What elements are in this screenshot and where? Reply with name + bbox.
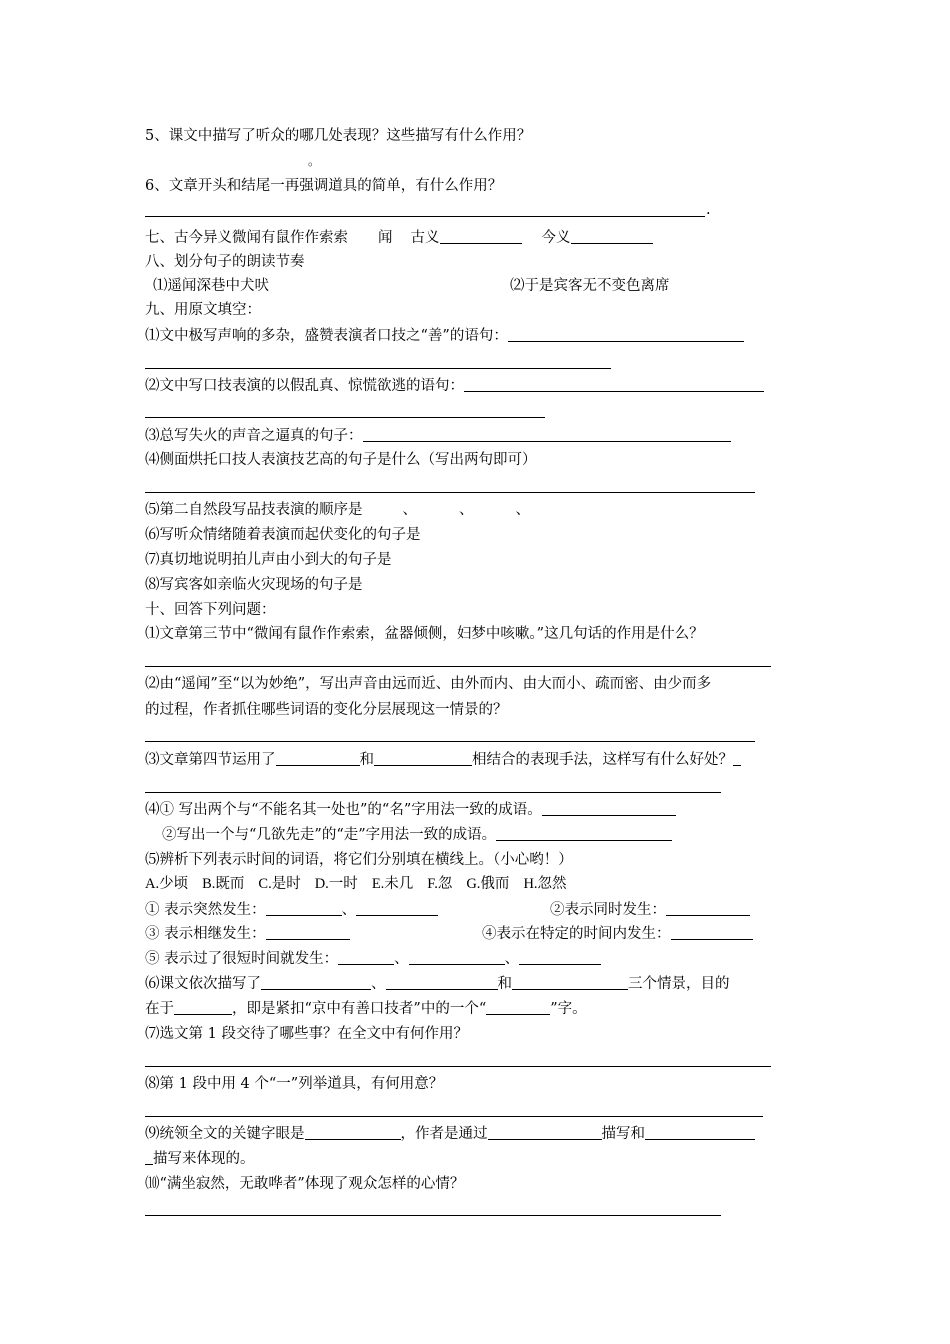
section-10-item-4-b	[162, 825, 672, 845]
answer-blank[interactable]	[666, 901, 750, 916]
section-10-item-9	[145, 1124, 755, 1144]
section-9-heading: 九、用原文填空：	[145, 302, 261, 318]
answer-blank[interactable]	[266, 925, 350, 940]
section-9-item-3-text: ⑶总写失火的声音之逼真的句子：	[145, 428, 363, 444]
time-word-option: B.既而	[202, 876, 245, 892]
answer-line	[145, 666, 771, 667]
section-9-item-5	[145, 500, 530, 520]
sep: 、	[402, 502, 417, 518]
q5-mark: 。	[308, 154, 321, 168]
time-word-option: F.忽	[427, 876, 453, 892]
section-10-item-2-line-2: 的过程，作者抓住哪些词语的变化分层展现这一情景的？	[145, 702, 508, 718]
option-short-time-label: ⑤ 表示过了很短时间就发生：	[145, 951, 339, 967]
section-10-item-6-end: ”字。	[550, 1001, 587, 1017]
new-meaning-label: 今义	[541, 230, 571, 246]
section-8-heading: 八、划分句子的朗读节奏	[145, 254, 305, 270]
section-9-item-7: ⑺真切地说明拍儿声由小到大的句子是	[145, 552, 392, 568]
and-text: 和	[497, 976, 512, 992]
section-9-item-3	[145, 426, 731, 446]
sep: 、	[515, 502, 530, 518]
and-text: 和	[359, 752, 374, 768]
new-meaning-blank[interactable]	[571, 229, 653, 244]
sep: 、	[394, 951, 409, 967]
answer-blank[interactable]	[356, 901, 438, 916]
section-10-item-6-purpose: 三个情景，目的	[628, 976, 730, 992]
answer-line	[145, 792, 721, 793]
option-specific-time	[482, 924, 753, 944]
option-sudden	[145, 900, 438, 920]
description-blank-2-cont[interactable]	[145, 1150, 153, 1165]
question-6: 6、文章开头和结尾一再强调道具的简单，有什么作用？	[145, 178, 503, 194]
section-10-heading: 十、回答下列问题：	[145, 602, 276, 618]
answer-line	[145, 1066, 771, 1067]
section-7-heading: 七、古今异义微闻有鼠作作索索	[145, 230, 348, 246]
section-10-item-5: ⑸辨析下列表示时间的词语，将它们分别填在横线上。（小心哟！）	[145, 852, 573, 868]
time-word-option: C.是时	[258, 876, 301, 892]
section-9-item-1-text: ⑴文中极写声响的多杂，盛赞表演者口技之“善”的语句：	[145, 328, 508, 344]
time-word-option: A.少顷	[145, 876, 189, 892]
section-10-item-9-via: ，作者是通过	[400, 1126, 488, 1142]
q6-end: .	[706, 202, 711, 218]
answer-line	[145, 492, 755, 493]
technique-blank-2[interactable]	[374, 751, 472, 766]
keyword-blank[interactable]	[305, 1125, 401, 1140]
section-10-item-3-text: ⑶文章第四节运用了	[145, 752, 276, 768]
option-successive-label: ③ 表示相继发生：	[145, 926, 266, 942]
section-9-item-8: ⑻写宾客如亲临火灾现场的句子是	[145, 577, 363, 593]
time-word-option: G.俄而	[466, 876, 510, 892]
answer-line	[145, 216, 705, 217]
old-meaning-label: 古义	[410, 230, 440, 246]
answer-blank[interactable]	[508, 327, 744, 342]
option-specific-time-label: ④表示在特定的时间内发生：	[482, 926, 671, 942]
section-10-item-9-end: 描写来体现的。	[153, 1151, 255, 1167]
answer-line	[145, 417, 545, 418]
answer-blank[interactable]	[542, 801, 676, 816]
answer-line	[145, 741, 755, 742]
time-word-option: E.未几	[371, 876, 414, 892]
technique-blank-1[interactable]	[276, 751, 360, 766]
answer-line	[145, 368, 611, 369]
section-10-item-7: ⑺选文第 1 段交待了哪些事？在全文中有何作用？	[145, 1026, 468, 1042]
section-10-item-4-b-text: ②写出一个与“几欲先走”的“走”字用法一致的成语。	[162, 827, 497, 843]
answer-line	[145, 1215, 721, 1216]
section-10-item-6-text: ⑹课文依次描写了	[145, 976, 261, 992]
description-blank-1[interactable]	[488, 1125, 602, 1140]
section-10-item-6-line-1	[145, 974, 730, 994]
section-10-item-4-a-text: ⑷① 写出两个与“不能名其一处也”的“名”字用法一致的成语。	[145, 802, 542, 818]
answer-blank[interactable]	[519, 950, 601, 965]
option-successive	[145, 924, 350, 944]
section-10-item-9-text: ⑼统领全文的关键字眼是	[145, 1126, 305, 1142]
sep: 、	[371, 976, 386, 992]
section-10-item-8: ⑻第 1 段中用 4 个“一”列举道具，有何用意？	[145, 1076, 444, 1092]
section-10-item-6-line-2	[145, 999, 587, 1019]
section-8-item-2: ⑵于是宾客无不变色离席	[510, 278, 670, 294]
section-9-item-4: ⑷侧面烘托口技人表演技艺高的句子是什么（写出两句即可）	[145, 452, 537, 468]
section-9-item-2	[145, 376, 764, 396]
section-8-item-1: ⑴遥闻深巷中犬吠	[153, 278, 269, 294]
purpose-blank[interactable]	[174, 1000, 232, 1015]
section-9-item-5-text: ⑸第二自然段写品技表演的顺序是	[145, 502, 363, 518]
section-10-item-6-key: ，即是紧扣“京中有善口技者”中的一个“	[232, 1001, 487, 1017]
answer-blank[interactable]	[338, 950, 394, 965]
answer-blank[interactable]	[409, 950, 505, 965]
sep: 、	[341, 902, 357, 918]
section-10-item-4-a	[145, 800, 676, 820]
old-meaning-blank[interactable]	[440, 229, 522, 244]
description-blank-2[interactable]	[645, 1125, 755, 1140]
answer-blank[interactable]	[363, 427, 731, 442]
sep: 、	[504, 951, 520, 967]
section-10-item-9-and: 描写和	[601, 1126, 645, 1142]
section-9-item-6: ⑹写听众情绪随着表演而起伏变化的句子是	[145, 527, 421, 543]
section-10-item-3	[145, 750, 741, 770]
option-simultaneous-label: ②表示同时发生：	[550, 902, 666, 918]
answer-blank[interactable]	[733, 751, 741, 766]
answer-line	[145, 1116, 763, 1117]
options-row	[145, 874, 567, 894]
time-word-option: H.忽然	[523, 876, 567, 892]
option-simultaneous	[550, 900, 750, 920]
section-10-item-9-line-2	[145, 1149, 255, 1169]
answer-blank[interactable]	[671, 925, 753, 940]
section-10-item-10: ⑽“满坐寂然，无敢哗者”体现了观众怎样的心情？	[145, 1176, 465, 1192]
answer-blank[interactable]	[464, 377, 764, 392]
section-10-item-3-question: 相结合的表现手法，这样写有什么好处？	[472, 752, 733, 768]
scene-blank-2[interactable]	[386, 975, 498, 990]
scene-blank-3[interactable]	[512, 975, 628, 990]
question-5: 5、课文中描写了听众的哪几处表现？这些描写有什么作用？	[145, 128, 532, 144]
key-word-blank[interactable]	[486, 1000, 550, 1015]
scene-blank-1[interactable]	[261, 975, 371, 990]
section-10-item-2-line-1: ⑵由“遥闻”至“以为妙绝”，写出声音由远而近、由外而内、由大而小、疏而密、由少而多	[145, 676, 712, 692]
section-7	[145, 228, 653, 248]
option-sudden-label: ① 表示突然发生：	[145, 902, 266, 918]
answer-blank[interactable]	[266, 901, 342, 916]
section-10-item-1: ⑴文章第三节中“微闻有鼠作作索索，盆器倾侧，妇梦中咳嗽。”这几句话的作用是什么？	[145, 626, 704, 642]
section-9-item-1	[145, 326, 744, 346]
option-short-time	[145, 949, 601, 969]
section-7-word: 闻	[378, 230, 393, 246]
section-9-item-2-text: ⑵文中写口技表演的以假乱真、惊慌欲逃的语句：	[145, 378, 464, 394]
time-word-option: D.一时	[314, 876, 358, 892]
sep: 、	[459, 502, 474, 518]
answer-blank[interactable]	[496, 826, 672, 841]
section-10-item-6-in: 在于	[145, 1001, 174, 1017]
